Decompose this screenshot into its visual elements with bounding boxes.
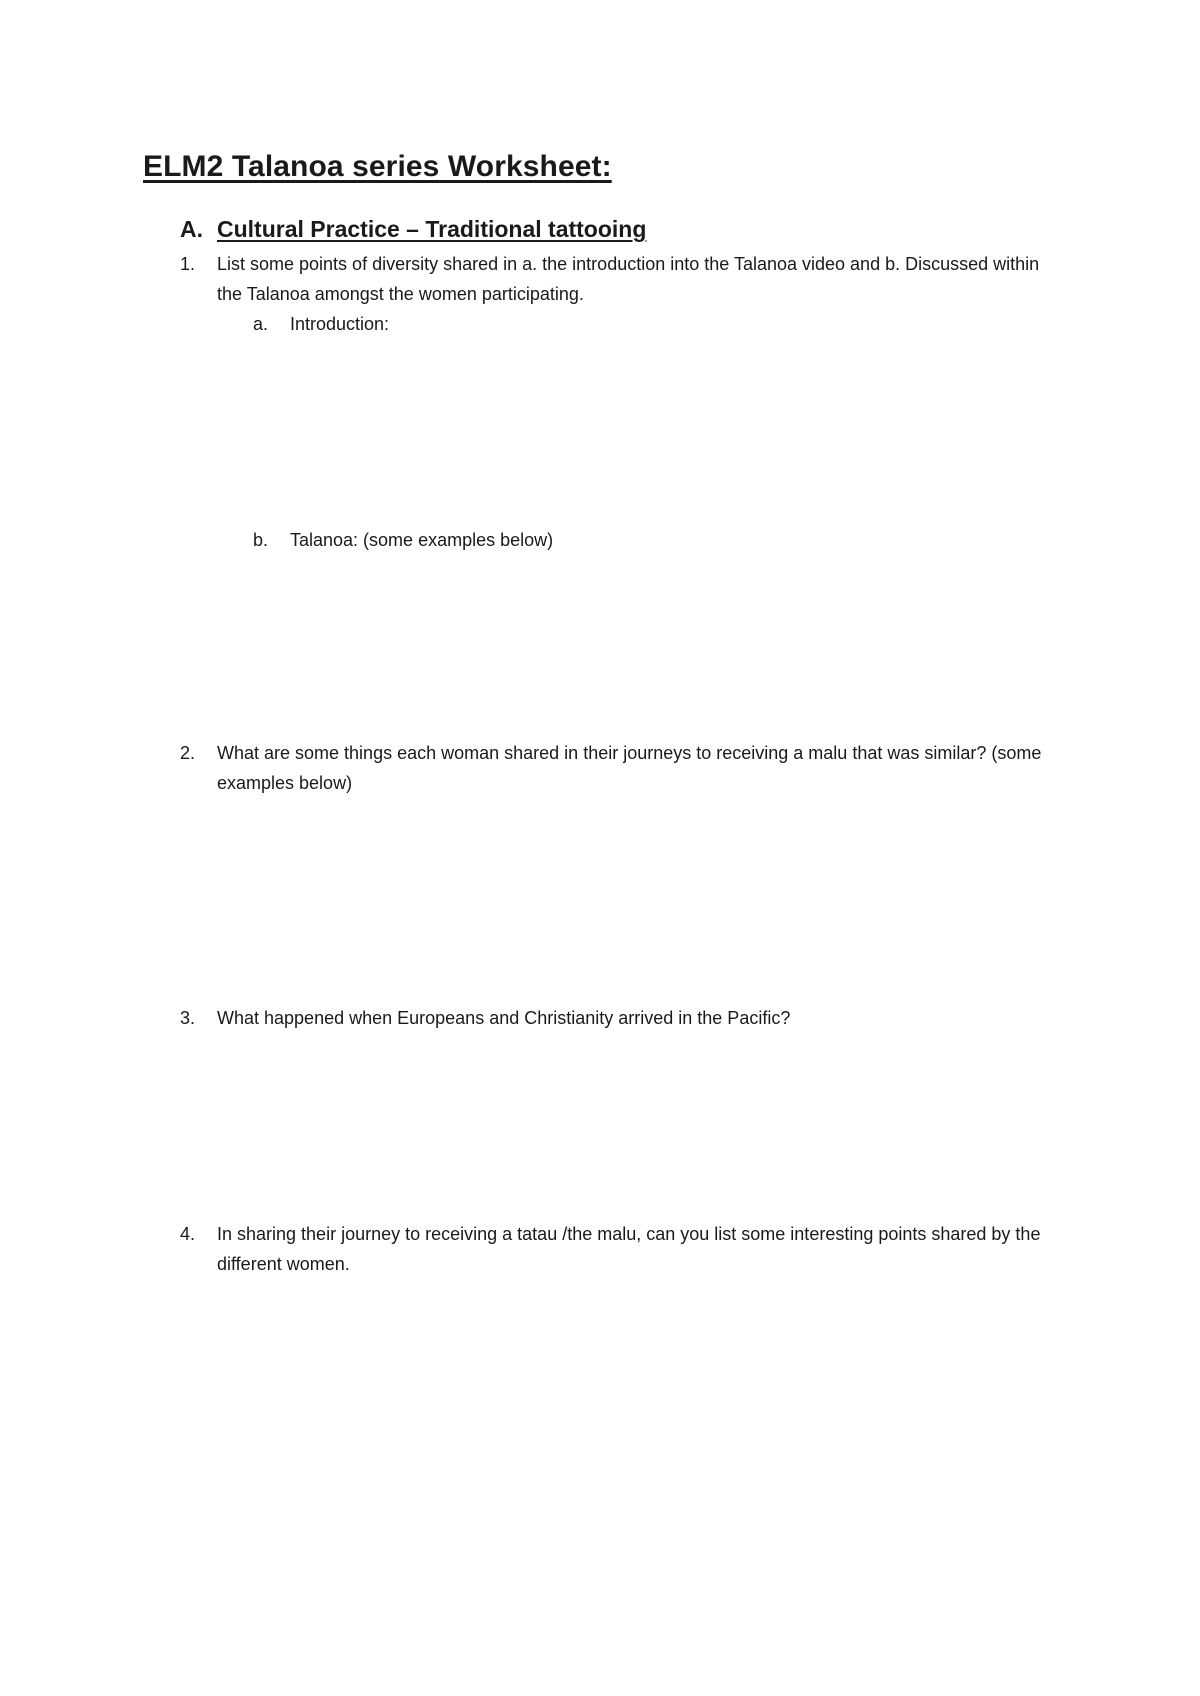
section-letter: A. [180,216,203,242]
question-1 [180,249,1060,309]
question-number: 3. [180,1008,196,1028]
section-heading [180,216,646,243]
subitem-letter: a. [253,314,269,334]
section-title: Cultural Practice – Traditional tattooing [217,216,647,242]
question-3 [180,1003,1060,1033]
subitem-text: Talanoa: (some examples below) [290,530,554,550]
question-2 [180,738,1060,798]
question-number: 1. [180,254,196,274]
question-text: List some points of diversity shared in a. the introduction into the Talanoa video and b. Discussed within the Talanoa amongst the women participating. [217,254,1040,304]
question-number: 2. [180,743,196,763]
question-text: In sharing their journey to receiving a tatau /the malu, can you list some interesting points shared by the different women. [217,1224,1041,1274]
question-text: What are some things each woman shared in their journeys to receiving a malu that was similar? (some examples below) [217,743,1042,793]
page-title: ELM2 Talanoa series Worksheet: [143,150,612,183]
subitem-text: Introduction: [290,314,390,334]
subitem-introduction [253,309,953,339]
question-number: 4. [180,1224,196,1244]
subitem-talanoa [253,525,953,555]
subitem-letter: b. [253,530,269,550]
question-4 [180,1219,1060,1279]
question-text: What happened when Europeans and Christianity arrived in the Pacific? [217,1008,791,1028]
